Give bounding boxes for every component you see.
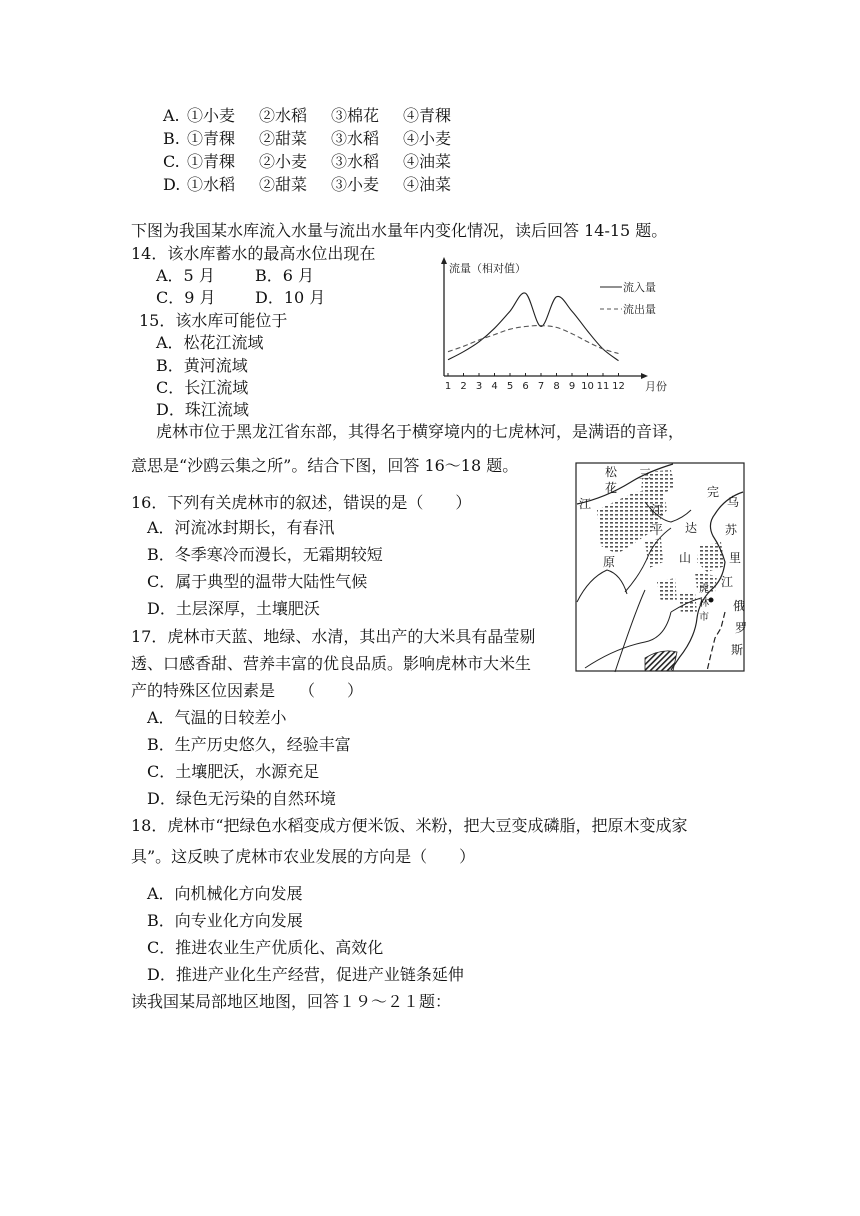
- q15-option-a: A．松花江流域: [156, 333, 264, 352]
- legend-label-inflow: 流入量: [623, 281, 656, 294]
- reservoir-intro: 下图为我国某水库流入水量与流出水量年内变化情况，读后回答 14-15 题。: [131, 221, 668, 240]
- q18-option-b: B．向专业化方向发展: [147, 911, 303, 930]
- map-label: 江: [651, 503, 664, 517]
- option-item: ①青稞: [187, 152, 236, 171]
- x-tick-label: 10: [581, 381, 594, 392]
- series-line-inflow: [448, 293, 619, 361]
- q18-option-a: A．向机械化方向发展: [147, 884, 303, 903]
- map-label: 斯: [731, 643, 744, 657]
- map-label: 原: [603, 555, 616, 569]
- legend-label-outflow: 流出量: [623, 303, 656, 316]
- map-label: 山: [679, 551, 692, 565]
- option-item: ①青稞: [187, 129, 236, 148]
- y-axis-arrow: [441, 257, 447, 264]
- map-label: 达: [685, 521, 698, 535]
- option-item: ④油菜: [403, 175, 452, 194]
- q18-option-d: D．推进产业化生产经营，促进产业链条延伸: [147, 965, 464, 984]
- map-label: 市: [699, 612, 709, 623]
- x-axis-label: 月份: [645, 380, 667, 393]
- x-tick-label: 8: [553, 381, 560, 392]
- option-item: ④油菜: [403, 152, 452, 171]
- next-section-intro: 读我国某局部地区地图，回答１９～２１题：: [131, 992, 452, 1011]
- q14-option-b: B．6 月: [255, 266, 315, 285]
- q14-stem: 14．该水库蓄水的最高水位出现在: [131, 244, 376, 263]
- q14-option-c: C．9 月: [156, 288, 216, 307]
- x-tick-label: 1: [444, 381, 452, 392]
- q13-option-d: [163, 175, 451, 195]
- map-label: 林: [699, 598, 709, 609]
- option-item: ①水稻: [187, 175, 236, 194]
- x-axis-arrow: [641, 373, 648, 379]
- map-label: 苏: [725, 523, 738, 537]
- map-label: 罗: [735, 621, 748, 635]
- q16-option-a: A．河流冰封期长，有春汛: [147, 518, 335, 537]
- q14-option-d: D．10 月: [255, 288, 326, 307]
- q13-option-a: [163, 106, 451, 126]
- option-letter: D.: [163, 175, 181, 194]
- hulin-intro-line2: 意思是“沙鸥云集之所”。结合下图，回答 16～18 题。: [131, 456, 519, 475]
- flow-line-chart: [432, 255, 682, 395]
- q15-option-d: D．珠江流域: [156, 400, 249, 419]
- q17-option-d: D．绿色无污染的自然环境: [147, 789, 336, 808]
- q16-option-d: D．土层深厚，土壤肥沃: [147, 599, 320, 618]
- q15-option-c: C．长江流域: [156, 378, 249, 397]
- x-tick-label: 12: [612, 381, 625, 392]
- x-tick-label: 5: [506, 381, 514, 392]
- x-tick-label: 4: [491, 381, 498, 392]
- map-label: 三: [639, 467, 652, 481]
- q17-line2: 透、口感香甜、营养丰富的优良品质。影响虎林市大米生: [131, 654, 532, 673]
- option-item: ②甜菜: [259, 175, 308, 194]
- x-tick-label: 9: [568, 381, 576, 392]
- q17-line1: 17．虎林市天蓝、地绿、水清，其出产的大米具有晶莹剔: [131, 627, 536, 646]
- option-letter: A.: [163, 106, 180, 125]
- map-label: 完: [707, 485, 720, 499]
- q16-option-b: B．冬季寒冷而漫长，无霜期较短: [147, 545, 383, 564]
- map-label: 松: [605, 465, 618, 479]
- option-item: ③小麦: [331, 175, 380, 194]
- hulin-intro-line1: 虎林市位于黑龙江省东部，其得名于横穿境内的七虎林河，是满语的音译，: [156, 422, 685, 441]
- option-item: ②水稻: [259, 106, 308, 125]
- option-item: ③棉花: [331, 106, 380, 125]
- q18-line1: 18．虎林市“把绿色水稻变成方便米饭、米粉，把大豆变成磷脂，把原木变成家: [131, 816, 688, 835]
- legend: [600, 280, 656, 316]
- x-tick-label: 3: [475, 381, 483, 392]
- q13-option-b: [163, 129, 451, 149]
- q17-line3: 产的特殊区位因素是 （ ）: [131, 681, 364, 700]
- option-item: ③水稻: [331, 129, 380, 148]
- q13-option-c: [163, 152, 451, 172]
- option-item: ②甜菜: [259, 129, 308, 148]
- option-item: ①小麦: [187, 106, 236, 125]
- q17-option-c: C．土壤肥沃，水源充足: [147, 762, 320, 781]
- map-label: 江: [579, 497, 592, 511]
- x-tick-label: 6: [522, 381, 529, 392]
- q15-stem: 15．该水库可能位于: [139, 311, 288, 330]
- map-label: 俄: [733, 599, 746, 613]
- map-label: 虎: [699, 584, 709, 595]
- map-label: 花: [605, 481, 618, 495]
- map-label: 乌: [727, 495, 740, 509]
- option-letter: C.: [163, 152, 180, 171]
- q17-option-b: B．生产历史悠久，经验丰富: [147, 735, 351, 754]
- q14-option-a: A．5 月: [156, 266, 215, 285]
- y-axis-label: 流量（相对值）: [449, 262, 526, 275]
- map-label: 江: [721, 575, 734, 589]
- q15-option-b: B．黄河流域: [156, 356, 248, 375]
- option-item: ②小麦: [259, 152, 308, 171]
- series-line-outflow: [448, 326, 619, 354]
- x-tick-label: 7: [537, 381, 545, 392]
- q18-option-c: C．推进农业生产优质化、高效化: [147, 938, 384, 957]
- q16-option-c: C．属于典型的温带大陆性气候: [147, 572, 368, 591]
- map-label: 里: [729, 551, 742, 565]
- hulin-map: [575, 462, 748, 672]
- q16-stem: 16．下列有关虎林市的叙述，错误的是（ ）: [131, 493, 472, 512]
- q17-option-a: A．气温的日较差小: [147, 708, 287, 727]
- map-label: 平: [651, 523, 664, 537]
- x-tick-label: 11: [596, 381, 610, 392]
- x-tick-label: 2: [460, 381, 467, 392]
- hulin-city-marker: [709, 598, 714, 603]
- option-item: ③水稻: [331, 152, 380, 171]
- q18-line2: 具”。这反映了虎林市农业发展的方向是（ ）: [131, 847, 476, 866]
- option-item: ④小麦: [403, 129, 452, 148]
- option-item: ④青稞: [403, 106, 452, 125]
- option-letter: B.: [163, 129, 180, 148]
